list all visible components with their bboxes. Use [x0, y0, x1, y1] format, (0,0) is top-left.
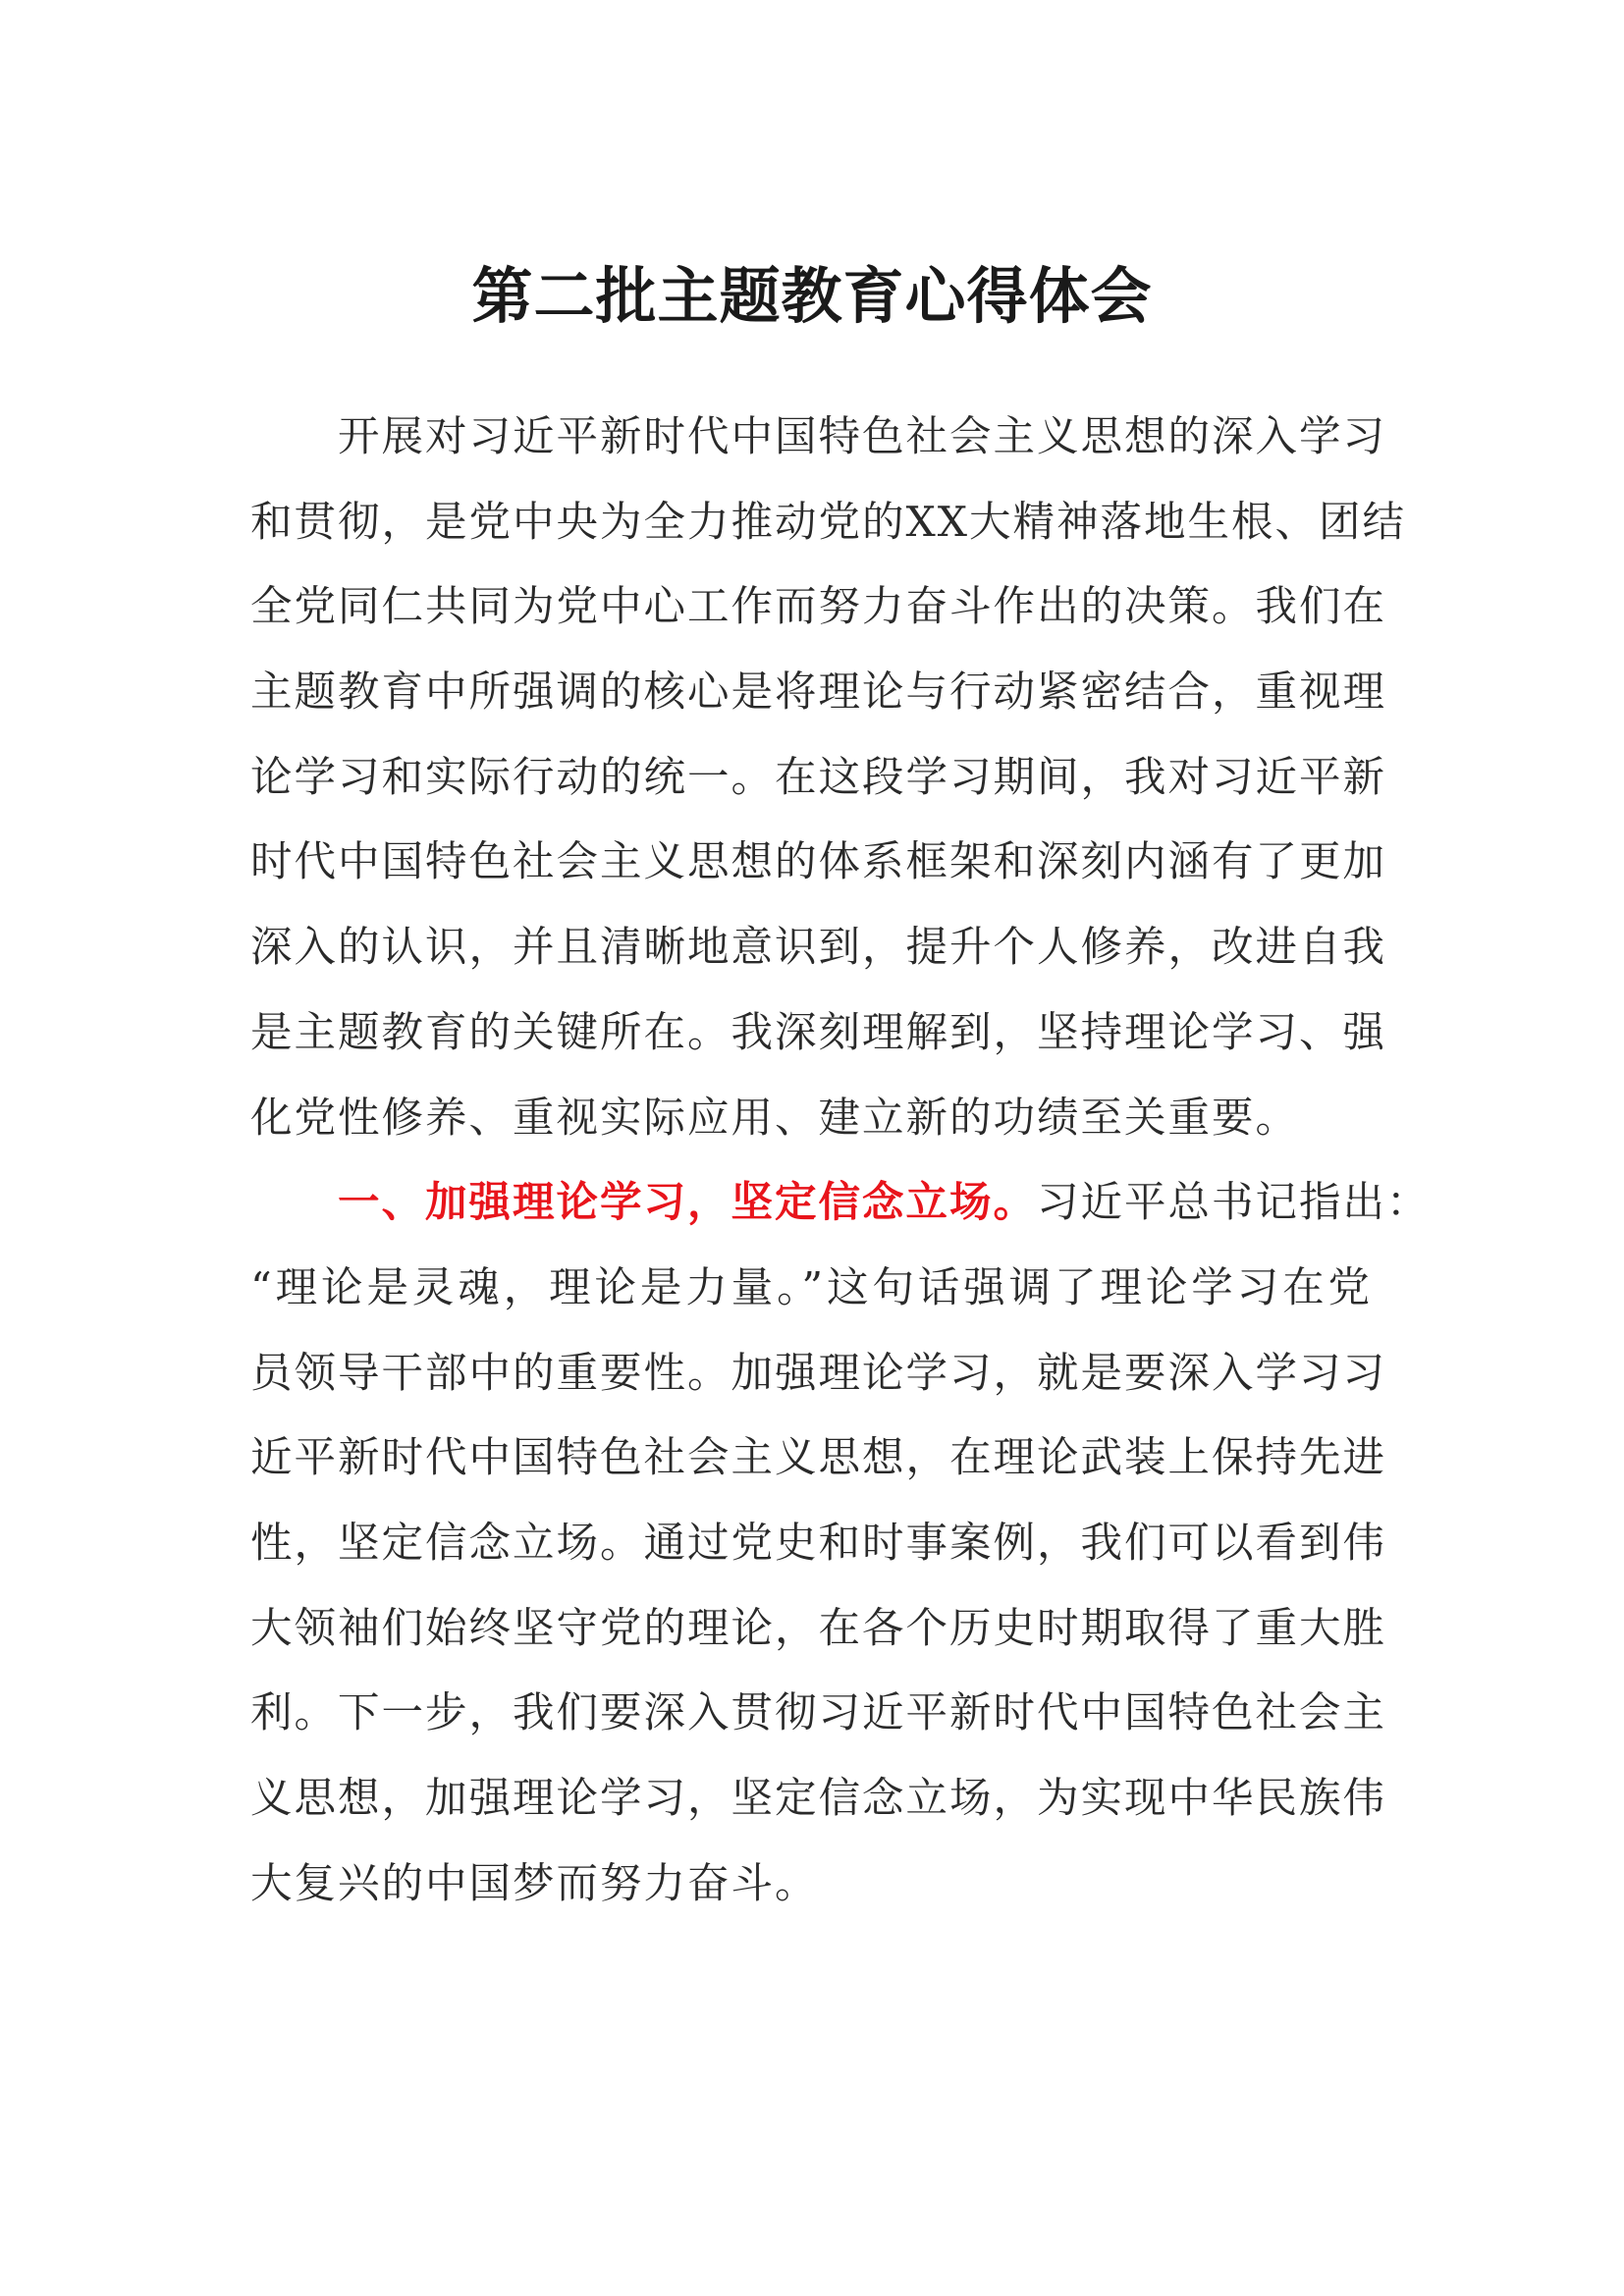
paragraph-line: 深入的认识，并且清晰地意识到，提升个人修养，改进自我 [250, 924, 1387, 973]
paragraph-line: 大复兴的中国梦而努力奋斗。 [250, 1859, 819, 1908]
paragraph-line: 义思想，加强理论学习，坚定信念立场，为实现中华民族伟 [250, 1775, 1387, 1823]
paragraph-line: 论学习和实际行动的统一。在这段学习期间，我对习近平新 [250, 753, 1387, 802]
paragraph-line: 开展对习近平新时代中国特色社会主义思想的深入学习 [250, 413, 1387, 461]
paragraph-line: 全党同仁共同为党中心工作而努力奋斗作出的决策。我们在 [250, 583, 1387, 632]
paragraph-line: 性，坚定信念立场。通过党史和时事案例，我们可以看到伟 [250, 1519, 1387, 1568]
section-heading: 一、加强理论学习，坚定信念立场。 [338, 1179, 1038, 1228]
section-indent [250, 1179, 338, 1227]
paragraph-line: 主题教育中所强调的核心是将理论与行动紧密结合，重视理 [250, 668, 1387, 718]
paragraph-line: “理论是灵魂，理论是力量。”这句话强调了理论学习在党 [250, 1263, 1372, 1312]
paragraph-line: 化党性修养、重视实际应用、建立新的功绩至关重要。 [250, 1094, 1300, 1143]
paragraph-line: 员领导干部中的重要性。加强理论学习，就是要深入学习习 [250, 1349, 1387, 1398]
paragraph-line: 利。下一步，我们要深入贯彻习近平新时代中国特色社会主 [250, 1689, 1387, 1738]
paragraph-line: 近平新时代中国特色社会主义思想，在理论武装上保持先进 [250, 1434, 1387, 1483]
section-heading-line [250, 1161, 1431, 1247]
document-body [250, 396, 1431, 1927]
paragraph-line: 是主题教育的关键所在。我深刻理解到，坚持理论学习、强 [250, 1008, 1387, 1057]
paragraph-line: 时代中国特色社会主义思想的体系框架和深刻内涵有了更加 [250, 838, 1387, 887]
section-heading-tail: 习近平总书记指出： [1037, 1179, 1431, 1228]
paragraph-line: 和贯彻，是党中央为全力推动党的XX大精神落地生根、团结 [250, 498, 1407, 547]
paragraph-line: 大领袖们始终坚守党的理论，在各个历史时期取得了重大胜 [250, 1604, 1387, 1653]
page-title: 第二批主题教育心得体会 [471, 260, 1153, 332]
